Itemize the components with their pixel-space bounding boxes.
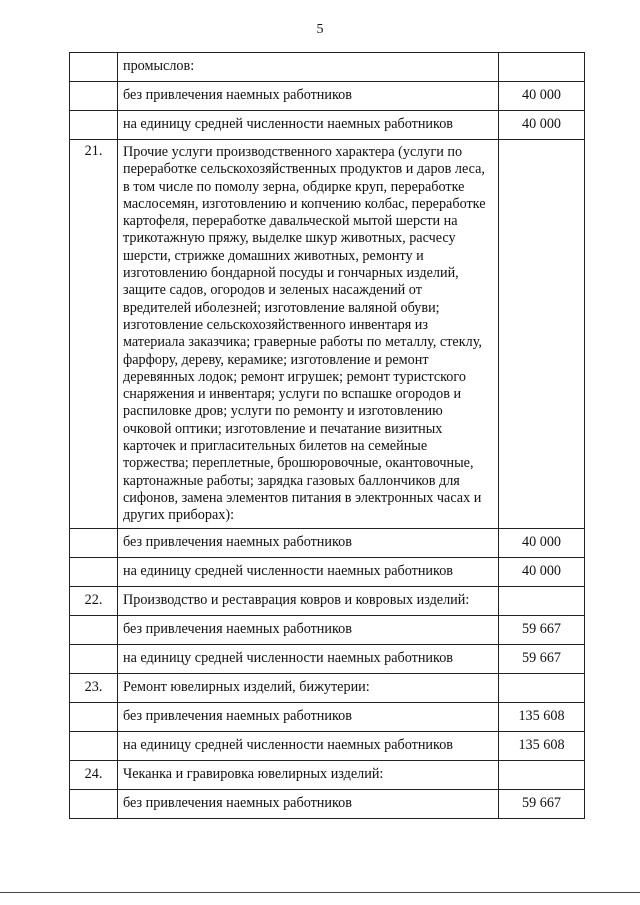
table-row (70, 615, 585, 644)
row-description: Чеканка и гравировка ювелирных изделий: (118, 760, 499, 789)
table-row (70, 53, 585, 82)
table-row (70, 702, 585, 731)
table-row (70, 673, 585, 702)
row-description: на единицу средней численности наемных работников (118, 644, 499, 673)
row-description: Прочие услуги производственного характера (услуги по переработке сельскохозяйственных продуктов и даров леса, в том числе по помолу зерна, обдирке круп, переработке маслосемян, изготовлению и копчению колбас, переработке картофеля, переработке давальческой мытой шерсти на трикотажную пряжу, выделке шкур животных, расчесу шерсти, стрижке домашних животных, ремонту и изготовлению бондарной посуды и гончарных изделий, защите садов, огородов и зеленых насаждений от вредителей иболезней; изготовление валяной обуви; изготовление сельскохозяйственного инвентаря из материала заказчика; граверные работы по металлу, стеклу, фарфору, дереву, керамике; изготовление и ремонт деревянных лодок; ремонт игрушек; ремонт туристского снаряжения и инвентаря; услуги по вспашке огородов и распиловке дров; услуги по ремонту и изготовлению очковой оптики; изготовление и печатание визитных карточек и пригласительных билетов на семейные торжества; переплетные, брошюровочные, окантовочные, картонажные работы; зарядка газовых баллончиков для сифонов, замена элементов питания в электронных часах и других приборах): (118, 140, 499, 529)
row-value: 40 000 (499, 528, 585, 557)
row-description: без привлечения наемных работников (118, 702, 499, 731)
row-description: без привлечения наемных работников (118, 528, 499, 557)
table-row (70, 111, 585, 140)
table-row (70, 731, 585, 760)
row-number (70, 82, 118, 111)
row-value: 135 608 (499, 731, 585, 760)
row-description: на единицу средней численности наемных работников (118, 731, 499, 760)
row-value (499, 586, 585, 615)
row-value (499, 760, 585, 789)
row-number (70, 53, 118, 82)
row-number (70, 557, 118, 586)
row-number (70, 731, 118, 760)
row-value (499, 673, 585, 702)
table-row (70, 82, 585, 111)
row-number: 21. (70, 140, 118, 529)
row-description: без привлечения наемных работников (118, 82, 499, 111)
row-description: Ремонт ювелирных изделий, бижутерии: (118, 673, 499, 702)
row-value: 40 000 (499, 557, 585, 586)
row-value: 59 667 (499, 789, 585, 818)
table-row (70, 140, 585, 529)
row-number: 23. (70, 673, 118, 702)
table-row (70, 760, 585, 789)
row-number: 24. (70, 760, 118, 789)
row-value (499, 53, 585, 82)
row-number (70, 615, 118, 644)
table-row (70, 557, 585, 586)
row-number: 22. (70, 586, 118, 615)
row-number (70, 528, 118, 557)
row-description: Производство и реставрация ковров и ковровых изделий: (118, 586, 499, 615)
row-value (499, 140, 585, 529)
row-description: промыслов: (118, 53, 499, 82)
row-value: 40 000 (499, 82, 585, 111)
table-row (70, 528, 585, 557)
tax-rate-table (69, 52, 585, 819)
table-row (70, 789, 585, 818)
row-description: на единицу средней численности наемных работников (118, 557, 499, 586)
row-number (70, 789, 118, 818)
row-description: без привлечения наемных работников (118, 615, 499, 644)
table-row (70, 644, 585, 673)
row-value: 59 667 (499, 644, 585, 673)
row-number (70, 111, 118, 140)
bottom-divider (0, 892, 640, 893)
row-value: 135 608 (499, 702, 585, 731)
table-row (70, 586, 585, 615)
row-number (70, 702, 118, 731)
row-value: 59 667 (499, 615, 585, 644)
row-value: 40 000 (499, 111, 585, 140)
row-number (70, 644, 118, 673)
row-description: на единицу средней численности наемных работников (118, 111, 499, 140)
page-number: 5 (316, 22, 324, 37)
row-description: без привлечения наемных работников (118, 789, 499, 818)
